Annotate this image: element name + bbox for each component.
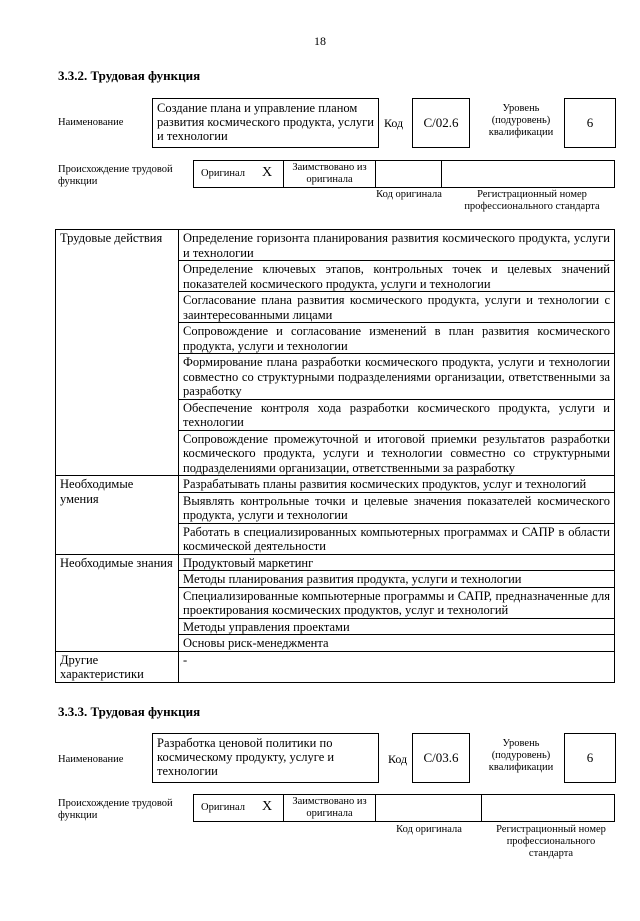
knowledge-item: Методы планирования развития продукта, услуги и технологии [179, 571, 615, 588]
level-value-332: 6 [564, 98, 616, 148]
labor-actions-item: Сопровождение промежуточной и итоговой приемки результатов разработки космического продукта, услуги и технологии совместно со структурными подразделениями организации, ответственными за разработку [179, 430, 615, 476]
skills-label: Необходимые умения [56, 476, 179, 555]
origin-label-333: Происхождение трудовой функции [58, 798, 173, 821]
level-value-333: 6 [564, 733, 616, 783]
knowledge-item: Методы управления проектами [179, 618, 615, 635]
section-title-333: 3.3.3. Трудовая функция [58, 704, 201, 719]
knowledge-item: Продуктовый маркетинг [179, 554, 615, 571]
skills-item: Разрабатывать планы развития космических продуктов, услуг и технологий [179, 476, 615, 493]
other-value: - [179, 651, 615, 682]
code-label-332: Код [384, 116, 404, 130]
labor-actions-row [56, 230, 615, 261]
borrowed-label-332: Заимствовано из оригинала [292, 162, 367, 185]
page-number: 18 [314, 34, 326, 48]
name-value-333: Разработка ценовой политики по космическому продукту, услуге и технологии [152, 733, 379, 783]
code-label-333: Код [388, 752, 408, 766]
reg-number-label-333: Регистрационный номер профессионального стандарта [496, 824, 606, 859]
knowledge-label: Необходимые знания [56, 554, 179, 651]
origin-table-332 [193, 160, 615, 188]
code-value-333: С/03.6 [412, 733, 470, 783]
level-label-332: Уровень (подуровень) квалификации [488, 103, 554, 138]
other-row [56, 651, 615, 682]
code-value-332: С/02.6 [412, 98, 470, 148]
name-label-332: Наименование [58, 117, 124, 128]
origin-label-332: Происхождение трудовой функции [58, 164, 173, 187]
labor-actions-item: Сопровождение и согласование изменений в план развития космического продукта, услуги и технологии [179, 323, 615, 354]
knowledge-item: Основы риск-менеджмента [179, 635, 615, 652]
skills-row [56, 476, 615, 493]
reg-number-label-332: Регистрационный номер профессионального стандарта [464, 189, 600, 212]
labor-actions-item: Определение горизонта планирования развития космического продукта, услуги и технологии [179, 230, 615, 261]
level-label-333: Уровень (подуровень) квалификации [488, 738, 554, 773]
labor-actions-item: Формирование плана разработки космического продукта, услуги и технологии совместно со структурными подразделениями организации, ответственными за разработку [179, 354, 615, 400]
other-label: Другие характеристики [56, 651, 179, 682]
borrowed-label-333: Заимствовано из оригинала [292, 796, 367, 819]
original-label-333: Оригинал [201, 802, 245, 813]
section-title-332: 3.3.2. Трудовая функция [58, 68, 201, 83]
knowledge-item: Специализированные компьютерные программы и САПР, предназначенные для проектирования космических продуктов, услуг и технологий [179, 587, 615, 618]
origin-code-label-332: Код оригинала [376, 189, 442, 200]
origin-code-label-333: Код оригинала [396, 824, 462, 835]
original-label-332: Оригинал [201, 168, 245, 179]
name-value-332: Создание плана и управление планом развития космического продукта, услуги и технологии [152, 98, 379, 148]
knowledge-row [56, 554, 615, 571]
labor-actions-item: Определение ключевых этапов, контрольных точек и целевых значений показателей космического продукта, услуги и технологии [179, 261, 615, 292]
original-mark-332: X [262, 165, 273, 180]
original-mark-333: X [262, 799, 273, 814]
labor-actions-label: Трудовые действия [56, 230, 179, 476]
name-label-333: Наименование [58, 754, 124, 765]
labor-actions-item: Обеспечение контроля хода разработки космического продукта, услуги и технологии [179, 399, 615, 430]
origin-table-333 [193, 794, 615, 822]
labor-function-table [55, 229, 615, 683]
skills-item: Выявлять контрольные точки и целевые значения показателей космического продукта, услуги и технологии [179, 492, 615, 523]
labor-actions-item: Согласование плана развития космического продукта, услуги и технологии с заинтересованными лицами [179, 292, 615, 323]
skills-item: Работать в специализированных компьютерных программах и САПР в области космической деятельности [179, 523, 615, 554]
